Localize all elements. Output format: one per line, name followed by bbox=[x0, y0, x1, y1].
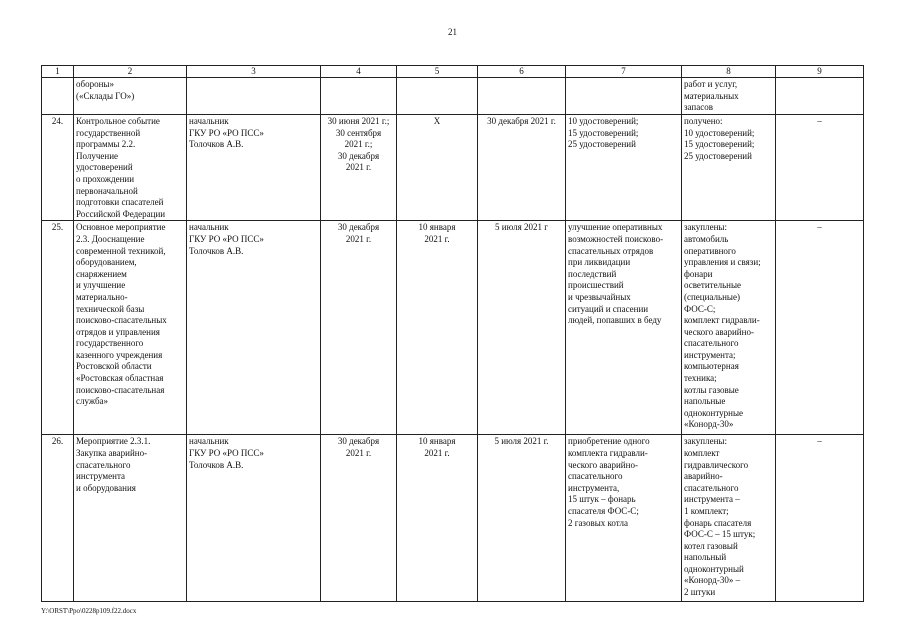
event-name: обороны» («Склады ГО») bbox=[74, 78, 187, 115]
expected-result: улучшение оперативных возможностей поисково- спасательных отрядов при ликвидации последствий происшествий и чрезвычайных ситуаций и спасении людей, попавших в беду bbox=[566, 221, 682, 435]
event-name: Основное мероприятие 2.3. Дооснащение современной техникой, оборудованием, снаряжением и улучшение материально- технической базы поисково-спасательных отрядов и управления государственного казенного учреждения Ростовской области «Ростовская областная поисково-спасательная служба» bbox=[74, 221, 187, 435]
expected-result: приобретение одного комплекта гидравли- ческого аварийно- спасательного инструмента, 15 штук – фонарь спасателя ФОС-С; 2 газовых котла bbox=[566, 435, 682, 602]
column-number-row bbox=[42, 66, 864, 78]
start-date: X bbox=[397, 115, 478, 221]
responsible-executor: начальник ГКУ РО «РО ПСС» Толочков А.В. bbox=[187, 435, 321, 602]
event-name: Контрольное событие государственной программы 2.2. Получение удостоверений о прохождении первоначальной подготовки спасателей Российской Федерации bbox=[74, 115, 187, 221]
start-date: 10 января 2021 г. bbox=[397, 435, 478, 602]
column-number: 9 bbox=[776, 66, 864, 78]
column-number: 3 bbox=[187, 66, 321, 78]
column-number: 2 bbox=[74, 66, 187, 78]
table-row bbox=[42, 435, 864, 602]
planned-date: 30 декабря 2021 г. bbox=[321, 435, 397, 602]
expected-result bbox=[566, 78, 682, 115]
note: – bbox=[776, 115, 864, 221]
note bbox=[776, 78, 864, 115]
completion-date: 5 июля 2021 г bbox=[478, 221, 566, 435]
responsible-executor bbox=[187, 78, 321, 115]
column-number: 8 bbox=[682, 66, 776, 78]
actual-result: закуплены: автомобиль оперативного управления и связи; фонари осветительные (специальные) ФОС-С; комплект гидравли- ческого аварийно- спасательного инструмента; компьютерная техника; котлы газовые напольные одноконтурные «Конорд-30» bbox=[682, 221, 776, 435]
table-row bbox=[42, 78, 864, 115]
actual-result: работ и услуг, материальных запасов bbox=[682, 78, 776, 115]
note: – bbox=[776, 221, 864, 435]
file-path-footer: Y:\ORST\Ppo\0228p109.f22.docx bbox=[41, 607, 137, 615]
column-number: 7 bbox=[566, 66, 682, 78]
column-number: 6 bbox=[478, 66, 566, 78]
planned-date: 30 июня 2021 г.; 30 сентября 2021 г.; 30 декабря 2021 г. bbox=[321, 115, 397, 221]
row-number: 24. bbox=[42, 115, 74, 221]
completion-date: 5 июля 2021 г. bbox=[478, 435, 566, 602]
planned-date: 30 декабря 2021 г. bbox=[321, 221, 397, 435]
completion-date bbox=[478, 78, 566, 115]
responsible-executor: начальник ГКУ РО «РО ПСС» Толочков А.В. bbox=[187, 221, 321, 435]
row-number: 26. bbox=[42, 435, 74, 602]
start-date bbox=[397, 78, 478, 115]
planned-date bbox=[321, 78, 397, 115]
row-number: 25. bbox=[42, 221, 74, 435]
table-row bbox=[42, 115, 864, 221]
expected-result: 10 удостоверений; 15 удостоверений; 25 удостоверений bbox=[566, 115, 682, 221]
responsible-executor: начальник ГКУ РО «РО ПСС» Толочков А.В. bbox=[187, 115, 321, 221]
actual-result: получено: 10 удостоверений; 15 удостоверений; 25 удостоверений bbox=[682, 115, 776, 221]
column-number: 5 bbox=[397, 66, 478, 78]
report-table bbox=[41, 65, 864, 602]
actual-result: закуплены: комплект гидравлического аварийно- спасательного инструмента – 1 комплект; фонарь спасателя ФОС-С – 15 штук; котел газовый напольный одноконтурный «Конорд-30» – 2 штуки bbox=[682, 435, 776, 602]
completion-date: 30 декабря 2021 г. bbox=[478, 115, 566, 221]
note: – bbox=[776, 435, 864, 602]
row-number bbox=[42, 78, 74, 115]
table-row bbox=[42, 221, 864, 435]
event-name: Мероприятие 2.3.1. Закупка аварийно- спасательного инструмента и оборудования bbox=[74, 435, 187, 602]
page-number: 21 bbox=[448, 27, 457, 37]
column-number: 1 bbox=[42, 66, 74, 78]
column-number: 4 bbox=[321, 66, 397, 78]
start-date: 10 января 2021 г. bbox=[397, 221, 478, 435]
